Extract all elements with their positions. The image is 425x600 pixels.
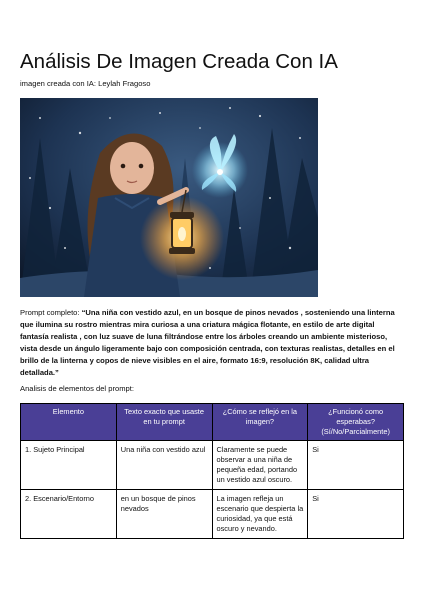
table-header-row (21, 404, 404, 441)
table-cell: Si (308, 490, 404, 539)
prompt-text: “Una niña con vestido azul, en un bosque de pinos nevados , sosteniendo una linterna que ilumina su rostro mientras mira curiosa a una criatura mágica flotante, en estilo de arte digital fantasía realista , con luz suave de luna filtrándose entre los árboles creando un ambiente misterioso, vista desde un ángulo ligeramente bajo con composición centrada, con texturas realistas, detalles en el brillo de la linterna y copos de nieve visibles en el aire, formato 16:9, resolución 8K, calidad ultra detallada.” (20, 308, 395, 377)
prompt-analysis-table (20, 403, 404, 539)
table-row (21, 490, 404, 539)
generated-image (20, 98, 318, 297)
column-header: ¿Funcionó como esperabas? (Sí/No/Parcialmente) (308, 404, 404, 441)
page-title: Análisis De Imagen Creada Con IA (20, 50, 338, 73)
table-cell: Una niña con vestido azul (116, 441, 212, 490)
column-header: ¿Cómo se reflejó en la imagen? (212, 404, 308, 441)
table-cell: 1. Sujeto Principal (21, 441, 117, 490)
forest-girl-illustration-icon (20, 98, 318, 297)
section-heading: Analisis de elementos del prompt: (20, 384, 134, 393)
column-header: Texto exacto que usaste en tu prompt (116, 404, 212, 441)
table-cell: 2. Escenario/Entorno (21, 490, 117, 539)
prompt-label: Prompt completo: (20, 308, 82, 317)
table-cell: Claramente se puede observar a una niña de pequeña edad, portando un vestido azul oscuro. (212, 441, 308, 490)
table-cell: en un bosque de pinos nevados (116, 490, 212, 539)
prompt-paragraph (20, 307, 404, 379)
column-header: Elemento (21, 404, 117, 441)
table-row (21, 441, 404, 490)
author-line: imagen creada con IA: Leylah Fragoso (20, 79, 151, 88)
table-cell: Si (308, 441, 404, 490)
table-cell: La imagen refleja un escenario que despierta la curiosidad, ya que está oscuro y nevando. (212, 490, 308, 539)
